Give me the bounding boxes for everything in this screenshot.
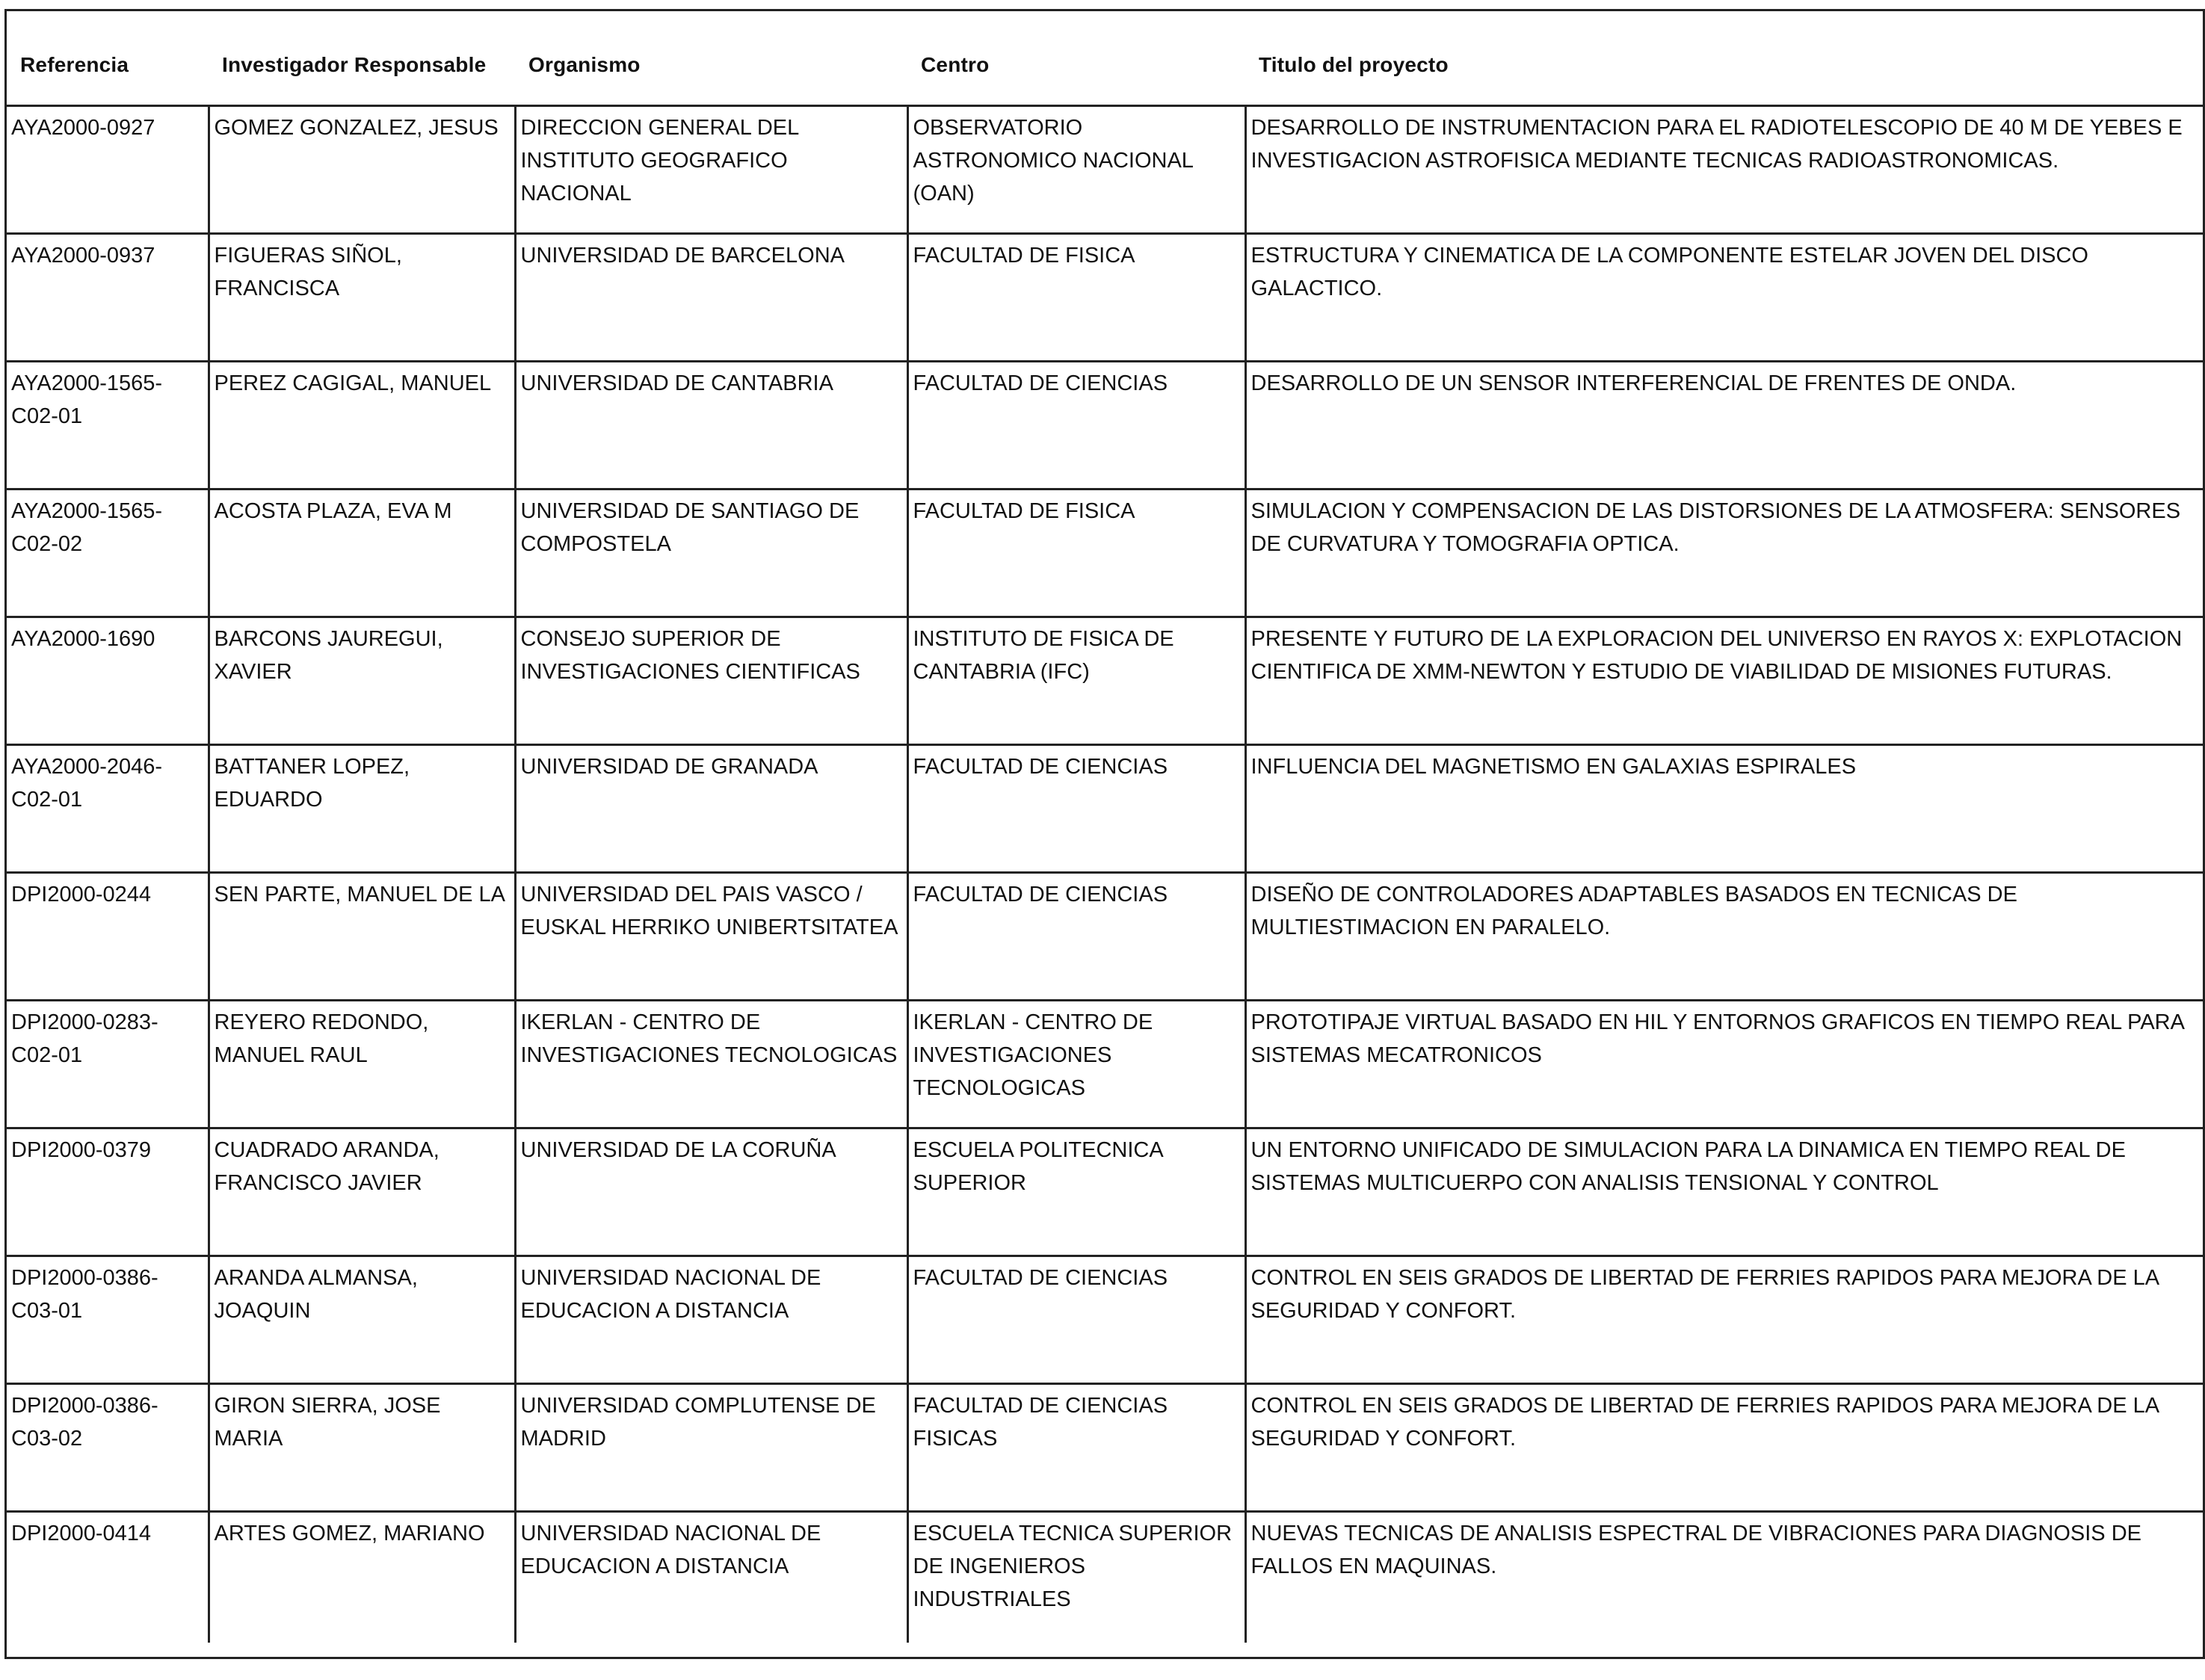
cell-titulo: PRESENTE Y FUTURO DE LA EXPLORACION DEL UNIVERSO EN RAYOS X: EXPLOTACION CIENTIFICA DE XMM-NEWTON Y ESTUDIO DE VIABILIDAD DE MISIONES FUTURAS. (1245, 617, 2203, 744)
cell-referencia: DPI2000-0244 (7, 872, 209, 1000)
header-investigador: Investigador Responsable (209, 11, 515, 105)
cell-organismo: IKERLAN - CENTRO DE INVESTIGACIONES TECNOLOGICAS (515, 1000, 907, 1128)
cell-centro: INSTITUTO DE FISICA DE CANTABRIA (IFC) (907, 617, 1245, 744)
cell-organismo: CONSEJO SUPERIOR DE INVESTIGACIONES CIENTIFICAS (515, 617, 907, 744)
table-row (7, 1000, 2203, 1128)
cell-organismo: UNIVERSIDAD DE GRANADA (515, 744, 907, 872)
header-centro: Centro (907, 11, 1245, 105)
cell-investigador: PEREZ CAGIGAL, MANUEL (209, 361, 515, 489)
table-row (7, 1128, 2203, 1256)
cell-referencia: DPI2000-0283-C02-01 (7, 1000, 209, 1128)
cell-centro: FACULTAD DE CIENCIAS (907, 361, 1245, 489)
cell-titulo: INFLUENCIA DEL MAGNETISMO EN GALAXIAS ESPIRALES (1245, 744, 2203, 872)
table-row (7, 233, 2203, 361)
cell-organismo: UNIVERSIDAD DEL PAIS VASCO / EUSKAL HERRIKO UNIBERTSITATEA (515, 872, 907, 1000)
table-row (7, 1256, 2203, 1383)
cell-organismo: UNIVERSIDAD DE SANTIAGO DE COMPOSTELA (515, 489, 907, 617)
cell-titulo: CONTROL EN SEIS GRADOS DE LIBERTAD DE FERRIES RAPIDOS PARA MEJORA DE LA SEGURIDAD Y CONFORT. (1245, 1383, 2203, 1511)
cell-centro: IKERLAN - CENTRO DE INVESTIGACIONES TECNOLOGICAS (907, 1000, 1245, 1128)
cell-centro: FACULTAD DE CIENCIAS (907, 872, 1245, 1000)
table-row (7, 489, 2203, 617)
cell-investigador: REYERO REDONDO, MANUEL RAUL (209, 1000, 515, 1128)
cell-centro: FACULTAD DE FISICA (907, 489, 1245, 617)
cell-investigador: ARANDA ALMANSA, JOAQUIN (209, 1256, 515, 1383)
cell-titulo: CONTROL EN SEIS GRADOS DE LIBERTAD DE FERRIES RAPIDOS PARA MEJORA DE LA SEGURIDAD Y CONFORT. (1245, 1256, 2203, 1383)
cell-organismo: UNIVERSIDAD COMPLUTENSE DE MADRID (515, 1383, 907, 1511)
table-row (7, 744, 2203, 872)
header-row (7, 11, 2203, 105)
cell-centro: OBSERVATORIO ASTRONOMICO NACIONAL (OAN) (907, 105, 1245, 233)
cell-referencia: AYA2000-0927 (7, 105, 209, 233)
cell-centro: ESCUELA TECNICA SUPERIOR DE INGENIEROS INDUSTRIALES (907, 1511, 1245, 1643)
cell-referencia: DPI2000-0379 (7, 1128, 209, 1256)
cell-organismo: UNIVERSIDAD DE LA CORUÑA (515, 1128, 907, 1256)
cell-investigador: BATTANER LOPEZ, EDUARDO (209, 744, 515, 872)
cell-referencia: DPI2000-0386-C03-02 (7, 1383, 209, 1511)
cell-referencia: AYA2000-2046-C02-01 (7, 744, 209, 872)
cell-centro: FACULTAD DE CIENCIAS FISICAS (907, 1383, 1245, 1511)
projects-sheet (4, 9, 2205, 1659)
projects-table (7, 11, 2203, 1643)
cell-referencia: DPI2000-0386-C03-01 (7, 1256, 209, 1383)
cell-investigador: SEN PARTE, MANUEL DE LA (209, 872, 515, 1000)
cell-titulo: DISEÑO DE CONTROLADORES ADAPTABLES BASADOS EN TECNICAS DE MULTIESTIMACION EN PARALELO. (1245, 872, 2203, 1000)
cell-organismo: UNIVERSIDAD DE BARCELONA (515, 233, 907, 361)
cell-centro: FACULTAD DE FISICA (907, 233, 1245, 361)
table-row (7, 872, 2203, 1000)
cell-titulo: DESARROLLO DE INSTRUMENTACION PARA EL RADIOTELESCOPIO DE 40 M DE YEBES E INVESTIGACION ASTROFISICA MEDIANTE TECNICAS RADIOASTRONOMICAS. (1245, 105, 2203, 233)
cell-organismo: UNIVERSIDAD DE CANTABRIA (515, 361, 907, 489)
table-row (7, 361, 2203, 489)
cell-titulo: DESARROLLO DE UN SENSOR INTERFERENCIAL DE FRENTES DE ONDA. (1245, 361, 2203, 489)
cell-investigador: BARCONS JAUREGUI, XAVIER (209, 617, 515, 744)
cell-titulo: SIMULACION Y COMPENSACION DE LAS DISTORSIONES DE LA ATMOSFERA: SENSORES DE CURVATURA Y TOMOGRAFIA OPTICA. (1245, 489, 2203, 617)
cell-investigador: GOMEZ GONZALEZ, JESUS (209, 105, 515, 233)
header-organismo: Organismo (515, 11, 907, 105)
cell-centro: FACULTAD DE CIENCIAS (907, 744, 1245, 872)
cell-investigador: ARTES GOMEZ, MARIANO (209, 1511, 515, 1643)
cell-investigador: FIGUERAS SIÑOL, FRANCISCA (209, 233, 515, 361)
cell-investigador: GIRON SIERRA, JOSE MARIA (209, 1383, 515, 1511)
cell-investigador: ACOSTA PLAZA, EVA M (209, 489, 515, 617)
cell-centro: FACULTAD DE CIENCIAS (907, 1256, 1245, 1383)
table-row (7, 1511, 2203, 1643)
cell-titulo: ESTRUCTURA Y CINEMATICA DE LA COMPONENTE ESTELAR JOVEN DEL DISCO GALACTICO. (1245, 233, 2203, 361)
cell-referencia: AYA2000-0937 (7, 233, 209, 361)
cell-referencia: AYA2000-1565-C02-02 (7, 489, 209, 617)
cell-titulo: PROTOTIPAJE VIRTUAL BASADO EN HIL Y ENTORNOS GRAFICOS EN TIEMPO REAL PARA SISTEMAS MECATRONICOS (1245, 1000, 2203, 1128)
cell-referencia: AYA2000-1690 (7, 617, 209, 744)
cell-investigador: CUADRADO ARANDA, FRANCISCO JAVIER (209, 1128, 515, 1256)
cell-organismo: DIRECCION GENERAL DEL INSTITUTO GEOGRAFICO NACIONAL (515, 105, 907, 233)
table-row (7, 617, 2203, 744)
header-referencia: Referencia (7, 11, 209, 105)
cell-organismo: UNIVERSIDAD NACIONAL DE EDUCACION A DISTANCIA (515, 1511, 907, 1643)
cell-centro: ESCUELA POLITECNICA SUPERIOR (907, 1128, 1245, 1256)
cell-referencia: DPI2000-0414 (7, 1511, 209, 1643)
cell-titulo: UN ENTORNO UNIFICADO DE SIMULACION PARA LA DINAMICA EN TIEMPO REAL DE SISTEMAS MULTICUERPO CON ANALISIS TENSIONAL Y CONTROL (1245, 1128, 2203, 1256)
cell-organismo: UNIVERSIDAD NACIONAL DE EDUCACION A DISTANCIA (515, 1256, 907, 1383)
cell-referencia: AYA2000-1565-C02-01 (7, 361, 209, 489)
table-row (7, 105, 2203, 233)
cell-titulo: NUEVAS TECNICAS DE ANALISIS ESPECTRAL DE VIBRACIONES PARA DIAGNOSIS DE FALLOS EN MAQUINAS. (1245, 1511, 2203, 1643)
header-titulo: Titulo del proyecto (1245, 11, 2203, 105)
table-row (7, 1383, 2203, 1511)
